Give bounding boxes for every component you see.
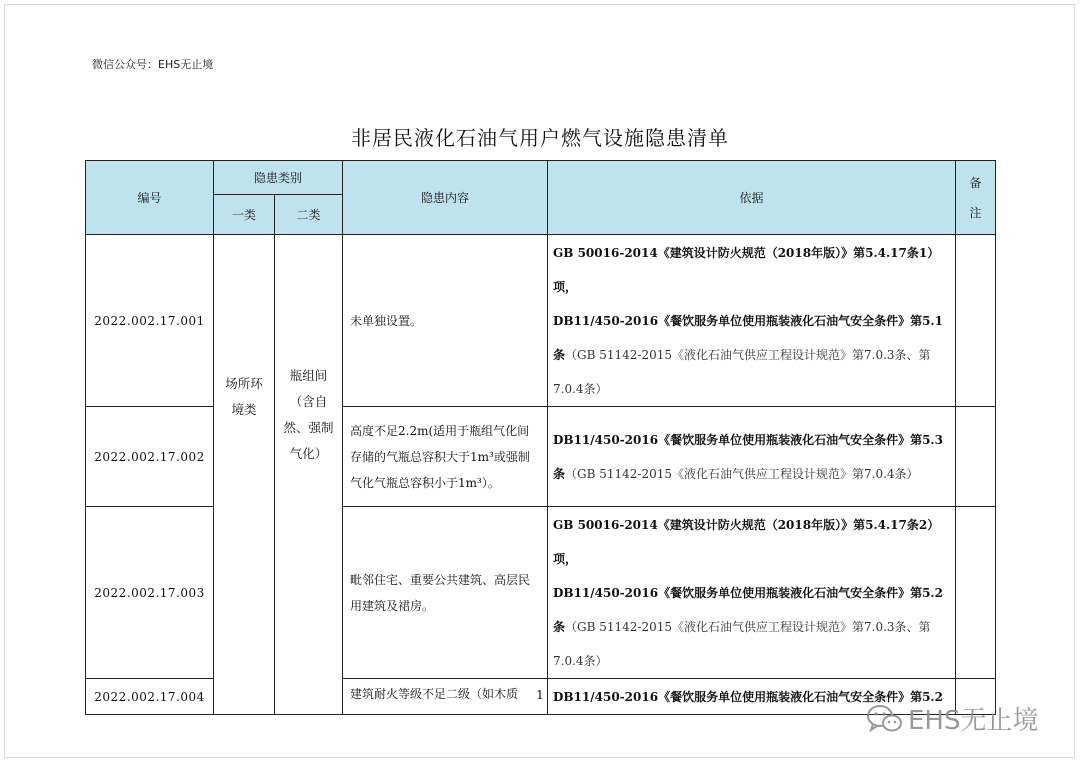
row-content: 未单独设置。 xyxy=(343,235,548,407)
watermark xyxy=(866,700,1038,737)
hazard-table xyxy=(85,160,996,715)
category1-cell: 场所环 境类 xyxy=(214,235,275,715)
row-basis: GB 50016-2014《建筑设计防火规范（2018年版）》第5.4.17条2）项， DB11/450-2016《餐饮服务单位使用瓶装液化石油气安全条件》第5.2 条（GB 51142-2015《液化石油气供应工程设计规范》第7.0.3条、第 7.0.4条） xyxy=(548,507,956,679)
page-number: 1 xyxy=(536,688,544,702)
header-code: 编号 xyxy=(86,161,214,235)
row-content: 建筑耐火等级不足二级（如木质 xyxy=(343,679,548,715)
header-content: 隐患内容 xyxy=(343,161,548,235)
watermark-text: EHS无止境 xyxy=(908,706,1039,736)
header-cat2: 二类 xyxy=(275,195,343,235)
wechat-icon xyxy=(866,703,904,735)
header-note: 微信公众号：EHS无止境 xyxy=(92,58,214,71)
row-content: 毗邻住宅、重要公共建筑、高层民 用建筑及裙房。 xyxy=(343,507,548,679)
row-basis: DB11/450-2016《餐饮服务单位使用瓶装液化石油气安全条件》第5.3 条（GB 51142-2015《液化石油气供应工程设计规范》第7.0.4条） xyxy=(548,407,956,507)
row-basis: GB 50016-2014《建筑设计防火规范（2018年版）》第5.4.17条1）项， DB11/450-2016《餐饮服务单位使用瓶装液化石油气安全条件》第5.1 条（GB 51142-2015《液化石油气供应工程设计规范》第7.0.3条、第 7.0.4条） xyxy=(548,235,956,407)
row-code: 2022.002.17.003 xyxy=(86,507,214,679)
row-code: 2022.002.17.001 xyxy=(86,235,214,407)
row-basis: DB11/450-2016《餐饮服务单位使用瓶装液化石油气安全条件》第5.2 xyxy=(548,679,956,715)
row-code: 2022.002.17.004 xyxy=(86,679,214,715)
table-row xyxy=(86,235,996,407)
header-category: 隐患类别 xyxy=(214,161,343,195)
category2-cell: 瓶组间 （含自 然、强制 气化） xyxy=(275,235,343,715)
row-remark xyxy=(956,235,996,407)
document-title: 非居民液化石油气用户燃气设施隐患清单 xyxy=(351,126,729,150)
header-remark: 备 注 xyxy=(956,161,996,235)
header-basis: 依据 xyxy=(548,161,956,235)
row-content: 高度不足2.2m(适用于瓶组气化间 存储的气瓶总容积大于1m³或强制 气化气瓶总容积小于1m³）。 xyxy=(343,407,548,507)
header-cat1: 一类 xyxy=(214,195,275,235)
row-code: 2022.002.17.002 xyxy=(86,407,214,507)
row-remark xyxy=(956,407,996,507)
row-remark xyxy=(956,507,996,679)
